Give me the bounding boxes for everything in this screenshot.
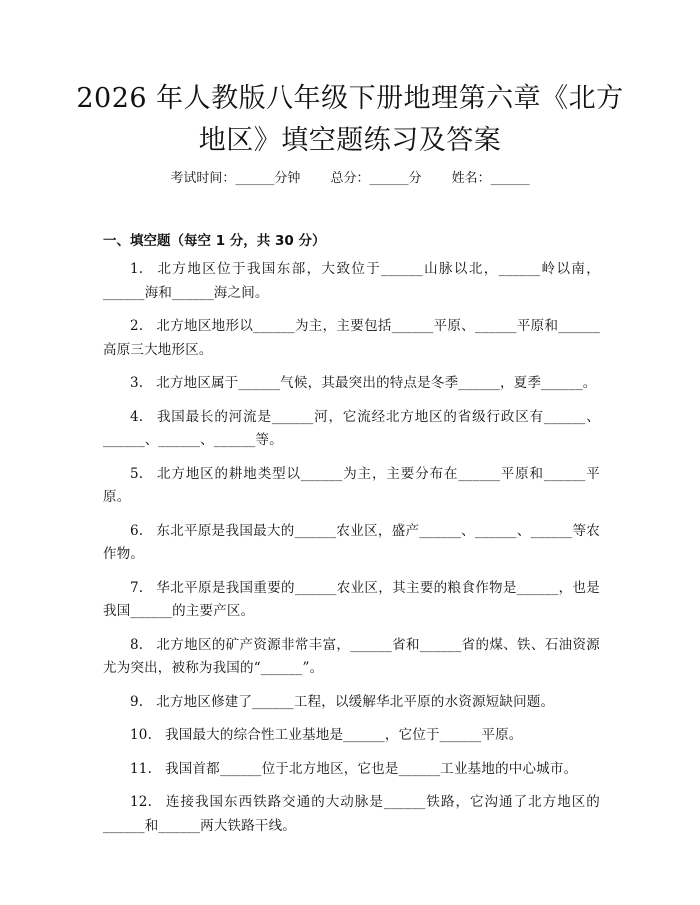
question-number: 1.	[130, 261, 144, 277]
question-number: 3.	[130, 375, 144, 391]
question-item	[103, 724, 600, 748]
question-item	[103, 258, 600, 305]
question-number: 10.	[130, 727, 153, 743]
exam-info-line	[0, 170, 700, 188]
document-title	[70, 78, 630, 162]
question-number: 12.	[130, 794, 153, 810]
question-list	[103, 258, 600, 848]
question-text: 北方地区属于______气候，其最突出的特点是冬季______，夏季______。	[156, 375, 597, 391]
question-item	[103, 577, 600, 624]
total-score-field: 总分：______分	[330, 171, 422, 186]
question-text: 北方地区位于我国东部，大致位于______山脉以北，______岭以南，______海和______海之间。	[103, 261, 600, 301]
question-text: 北方地区的耕地类型以______为主，主要分布在______平原和______平原。	[103, 465, 600, 505]
question-number: 6.	[130, 522, 144, 539]
title-line-2: 地区》填空题练习及答案	[198, 125, 502, 156]
question-text: 北方地区地形以______为主，主要包括______平原、______平原和______高原三大地形区。	[103, 318, 600, 358]
question-item	[103, 520, 600, 567]
question-item	[103, 463, 600, 510]
question-number: 5.	[130, 465, 144, 482]
question-number: 8.	[130, 636, 144, 653]
exam-time-field: 考试时间：______分钟	[170, 171, 301, 186]
question-text: 我国首都______位于北方地区，它也是______工业基地的中心城市。	[165, 760, 578, 777]
question-item	[103, 691, 600, 715]
question-text: 我国最长的河流是______河，它流经北方地区的省级行政区有______、______、______、______等。	[103, 408, 600, 448]
question-number: 7.	[130, 579, 144, 596]
section-heading: 一、填空题（每空 1 分，共 30 分）	[103, 233, 326, 249]
question-item	[103, 791, 600, 838]
question-text: 华北平原是我国重要的______农业区，其主要的粮食作物是______，也是我国______的主要产区。	[103, 579, 600, 619]
question-number: 4.	[130, 408, 144, 425]
question-number: 2.	[130, 318, 144, 334]
title-line-1: 2026 年人教版八年级下册地理第六章《北方	[76, 83, 624, 114]
question-item	[103, 634, 600, 681]
question-item	[103, 406, 600, 453]
question-text: 北方地区的矿产资源非常丰富，______省和______省的煤、铁、石油资源尤为突出，被称为我国的“______”。	[103, 636, 600, 676]
question-item	[103, 315, 600, 362]
question-number: 9.	[130, 693, 144, 710]
question-text: 东北平原是我国最大的______农业区，盛产______、______、______等农作物。	[103, 522, 600, 562]
question-text: 连接我国东西铁路交通的大动脉是______铁路，它沟通了北方地区的______和______两大铁路干线。	[103, 794, 600, 834]
question-item	[103, 758, 600, 782]
question-text: 北方地区修建了______工程，以缓解华北平原的水资源短缺问题。	[156, 693, 555, 710]
student-name-field: 姓名：______	[451, 171, 530, 186]
question-item	[103, 372, 600, 396]
question-text: 我国最大的综合性工业基地是______，它位于______平原。	[165, 727, 523, 743]
question-number: 11.	[130, 760, 153, 777]
